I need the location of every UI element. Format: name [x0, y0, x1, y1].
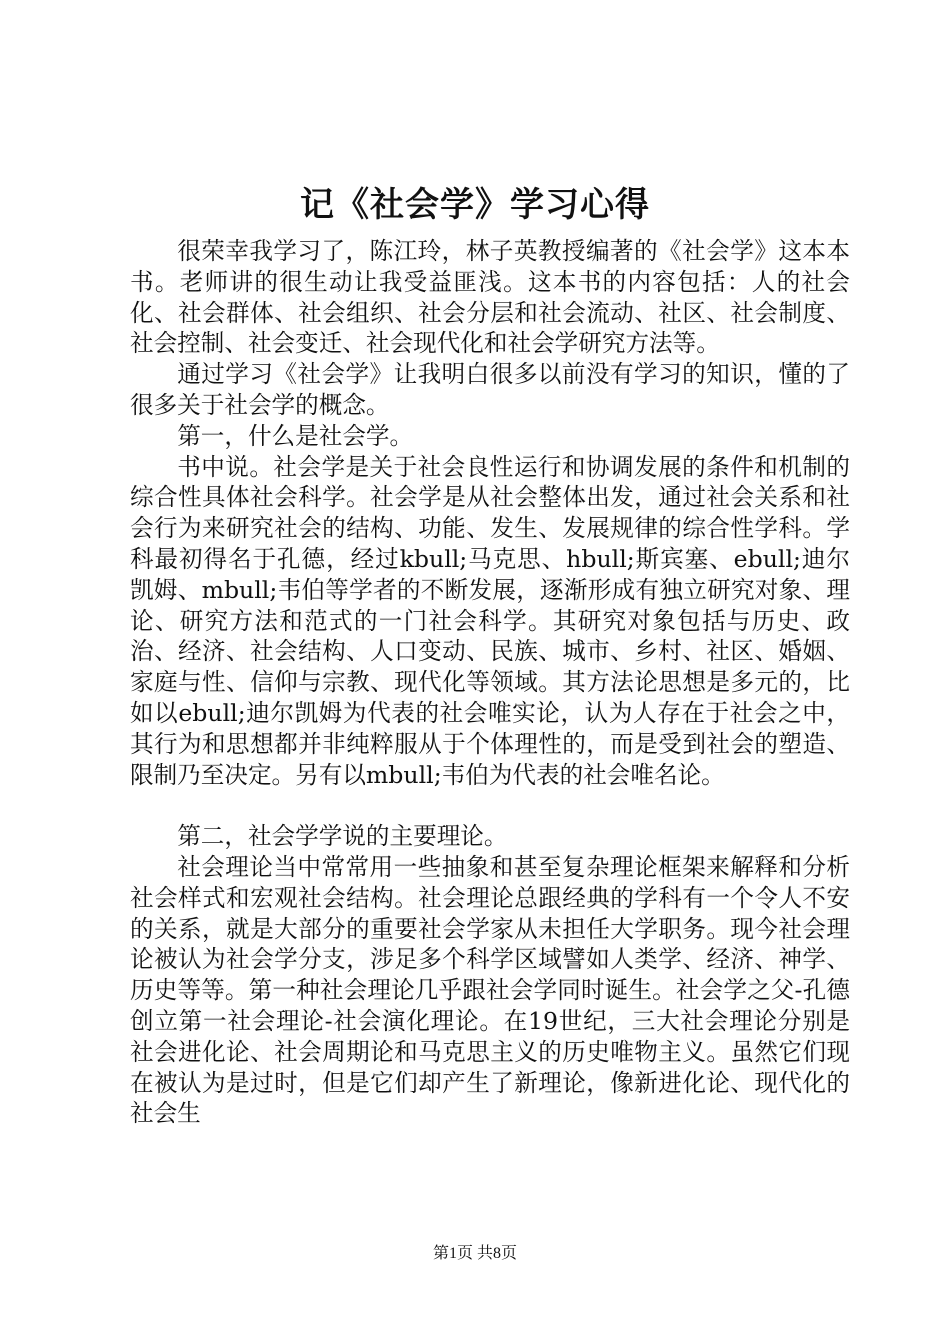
paragraph-spacer	[130, 790, 850, 821]
page-footer: 第1页 共8页	[432, 1245, 517, 1262]
document-title: 记《社会学》学习心得	[300, 185, 650, 225]
section-heading-1: 第一，什么是社会学。	[177, 421, 414, 450]
section-heading-2: 第二，社会学学说的主要理论。	[177, 822, 508, 851]
paragraph-theory: 社会理论当中常常用一些抽象和甚至复杂理论框架来解释和分析社会样式和宏观社会结构。社会理论总跟经典的学科有一个令人不安的关系，就是大部分的重要社会学家从未担任大学职务。现今社会理论被认为社会学分支，涉足多个科学区域譬如人类学、经济、神学、历史等等。第一种社会理论几乎跟社会学同时诞生。社会学之父-孔德创立第一社会理论-社会演化理论。在19世纪，三大社会理论分别是社会进化论、社会周期论和马克思主义的历史唯物主义。虽然它们现在被认为是过时，但是它们却产生了新理论，像新进化论、现代化的社会生	[130, 852, 850, 1128]
paragraph-definition: 书中说。社会学是关于社会良性运行和协调发展的条件和机制的综合性具体社会科学。社会学是从社会整体出发，通过社会关系和社会行为来研究社会的结构、功能、发生、发展规律的综合性学科。学科最初得名于孔德，经过kbull;马克思、hbull;斯宾塞、ebull;迪尔凯姆、mbull;韦伯等学者的不断发展，逐渐形成有独立研究对象、理论、研究方法和范式的一门社会科学。其研究对象包括与历史、政治、经济、社会结构、人口变动、民族、城市、乡村、社区、婚姻、家庭与性、信仰与宗教、现代化等领域。其方法论思想是多元的，比如以ebull;迪尔凯姆为代表的社会唯实论，认为人存在于社会之中，其行为和思想都并非纯粹服从于个体理性的，而是受到社会的塑造、限制乃至决定。另有以mbull;韦伯为代表的社会唯名论。	[130, 452, 850, 789]
paragraph-intro: 很荣幸我学习了，陈江玲，林子英教授编著的《社会学》这本本书。老师讲的很生动让我受益匪浅。这本书的内容包括：人的社会化、社会群体、社会组织、社会分层和社会流动、社区、社会制度、社会控制、社会变迁、社会现代化和社会学研究方法等。	[130, 237, 850, 358]
paragraph-learning: 通过学习《社会学》让我明白很多以前没有学习的知识，懂的了很多关于社会学的概念。	[130, 360, 850, 419]
document-body	[130, 236, 850, 1129]
